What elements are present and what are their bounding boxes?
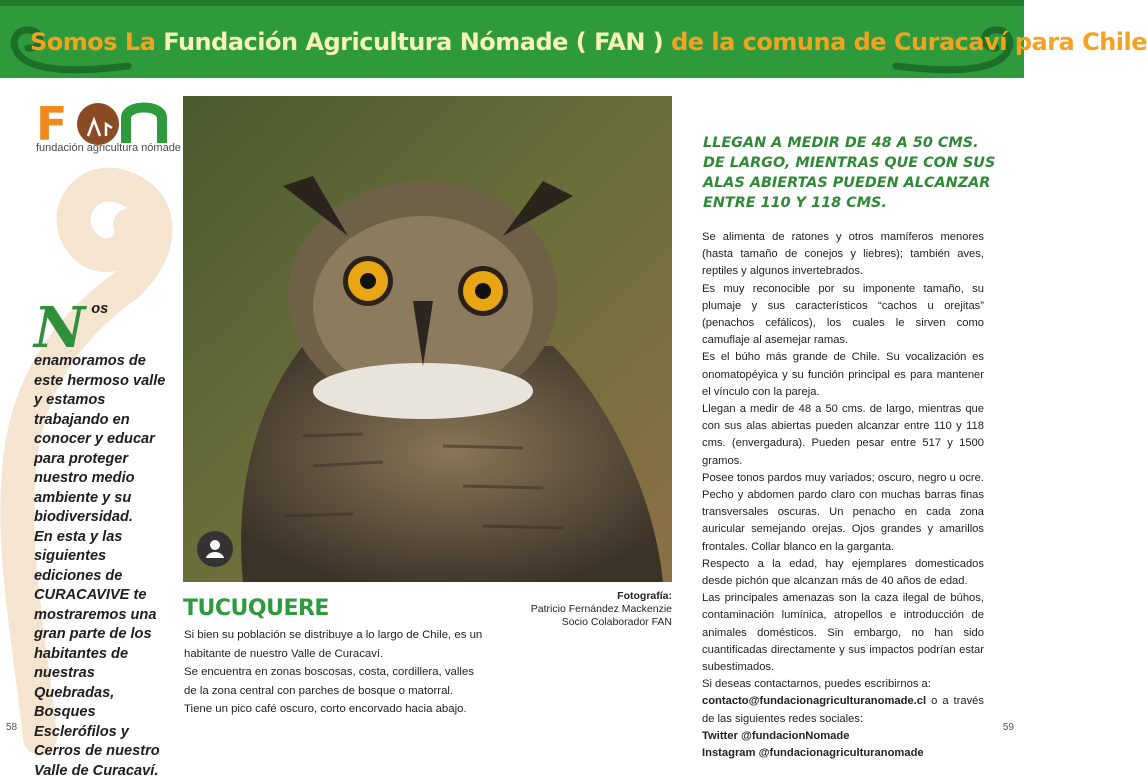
header-banner xyxy=(0,0,1024,78)
intro-paragraph: os enamoramos de este hermoso valle y estamos trabajando en conocer y educar para proteger nuestro medio ambiente y su biodiversidad. xyxy=(34,300,168,528)
species-line-1: Si bien su población se distribuye a lo largo de Chile, es un habitante de nuestro Valle de Curacaví. xyxy=(184,626,484,663)
body-paragraph-2: Es muy reconocible por su imponente tamaño, su plumaje y sus característicos “cachos u orejitas” (penachos cefálicos), los cuales le sirven como camuflaje al asemejar ramas. xyxy=(702,281,984,350)
dropcap: N xyxy=(34,304,85,352)
photo-credit-role: Socio Colaborador FAN xyxy=(562,616,672,628)
species-title: TUCUQUERE xyxy=(183,596,329,621)
banner-title-part2: Fundación Agricultura Nómade ( FAN ) xyxy=(163,28,671,56)
pull-quote: LLEGAN A MEDIR DE 48 A 50 CMS. DE LARGO, MIENTRAS QUE CON SUS ALAS ABIERTAS PUEDEN ALCANZAR ENTRE 110 Y 118 CMS. xyxy=(703,133,998,213)
banner-title xyxy=(30,20,1000,64)
body-paragraph-5: Posee tonos pardos muy variados; oscuro, negro u ocre. Pecho y abdomen pardo claro con muchas barras finas transversales oscuras. Un penacho en cada zona auricular semejando orejas. Ojos grandes y amarillos frontales. Collar blanco en la garganta. xyxy=(702,470,984,556)
photo-credit-icon xyxy=(197,531,233,567)
species-description xyxy=(184,626,484,719)
photo-credit-name: Patricio Fernández Mackenzie xyxy=(531,603,672,615)
species-line-3: Tiene un pico café oscuro, corto encorvado hacia abajo. xyxy=(184,700,484,719)
body-paragraph-8: Si deseas contactarnos, puedes escribirnos a: xyxy=(702,676,984,693)
intro-paragraph-2: En esta y las siguientes ediciones de CURACAVIVE te mostraremos una gran parte de los habitantes de nuestras Quebradas, Bosques Esclerófilos y Cerros de nuestro Valle de Curacaví. xyxy=(34,528,168,781)
body-paragraph-6: Respecto a la edad, hay ejemplares domesticados desde pichón que alcanzan más de 40 años de edad. xyxy=(702,556,984,590)
logo-subtitle: fundación agricultura nómade xyxy=(36,142,176,154)
body-text xyxy=(702,229,984,762)
svg-text:F: F xyxy=(36,97,67,151)
page-number-right: 59 xyxy=(1003,722,1014,733)
photo-credit-label: Fotografía: xyxy=(500,590,672,603)
owl-photo xyxy=(183,96,672,582)
contact-line xyxy=(702,693,984,727)
page-number-left: 58 xyxy=(6,722,17,733)
species-line-2: Se encuentra en zonas boscosas, costa, cordillera, valles de la zona central con parches de bosque o matorral. xyxy=(184,663,484,700)
banner-title-part1: Somos La xyxy=(30,28,163,56)
instagram-handle[interactable]: Instagram @fundacionagriculturanomade xyxy=(702,745,984,762)
banner-title-part3: de la comuna de Curacaví para Chile xyxy=(671,28,1147,56)
body-paragraph-1: Se alimenta de ratones y otros mamíferos menores (hasta tamaño de conejos y liebres); también aves, reptiles y algunos invertebrados. xyxy=(702,229,984,281)
body-paragraph-7: Las principales amenazas son la caza ilegal de búhos, contaminación lumínica, atropellos e introducción de animales domésticos. Sin embargo, no han sido cuantificadas directamente y sus impactos podrían estar subestimados. xyxy=(702,590,984,676)
banner-top-strip xyxy=(0,0,1024,6)
contact-email-suffix: o a través de las siguientes redes sociales: xyxy=(702,695,984,724)
body-paragraph-4: Llegan a medir de 48 a 50 cms. de largo, mientras que con sus alas abiertas pueden alcanzar entre 110 y 118 cms. (envergadura). Pueden pesar entre 517 y 1500 gramos. xyxy=(702,401,984,470)
intro-text xyxy=(34,300,168,781)
contact-email-link[interactable]: contacto@fundacionagriculturanomade.cl xyxy=(702,695,926,707)
body-paragraph-3: Es el búho más grande de Chile. Su vocalización es onomatopéyica y su función principal es para mantener el vínculo con la pareja. xyxy=(702,349,984,401)
photo-credit xyxy=(500,590,672,629)
twitter-handle[interactable]: Twitter @fundacionNomade xyxy=(702,728,984,745)
